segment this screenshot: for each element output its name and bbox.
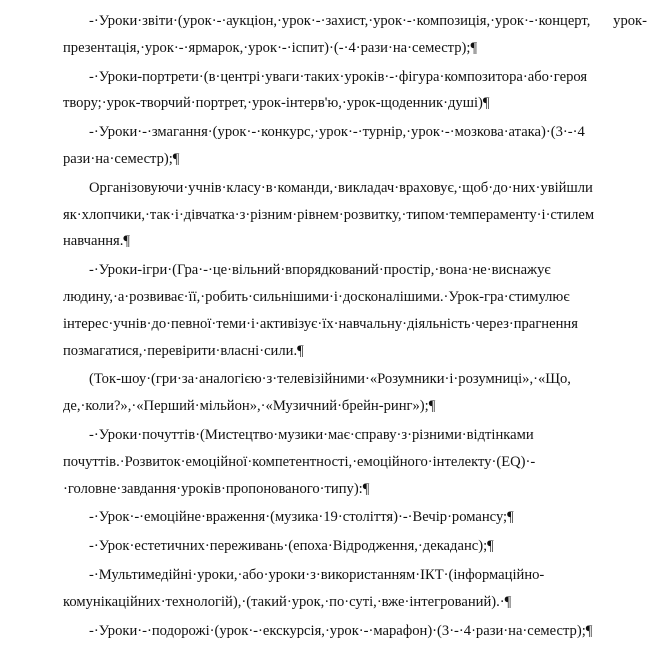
paragraph-2: -·Уроки-портрети·(в·центрі·уваги·таких·уроків·-·фігура·композитора·або·героя твору;·урок-творчий·портрет,·урок-інтерв'ю,·урок-щоденник·душі)¶ bbox=[63, 68, 588, 112]
paragraph-11: -·Уроки·-·подорожі·(урок·-·екскурсія,·урок·-·марафон)·(3·-·4·рази·на·семестр);¶ bbox=[89, 622, 593, 639]
paragraph-9: -·Урок·естетичних·переживань·(епоха·Відродження,·декаданс);¶ bbox=[89, 538, 494, 555]
paragraph-10: -·Мультимедійні·уроки,·або·уроки·з·використанням·ІКТ·(інформаційно-комунікаційних·технологій),·(такий·урок,·по·суті,·вже·інтегрований).·¶ bbox=[63, 566, 545, 610]
paragraph-7: -·Уроки·почуттів·(Мистецтво·музики·має·справу·з·різними·відтінками почуттів.·Розвиток·емоційної·компетентності,·емоційного·інтелекту·(EQ)·-·головне·завдання·уроків·пропонованого·типу):¶ bbox=[63, 426, 536, 497]
paragraph-1: -·Уроки·звіти·(урок·-·аукціон,·урок·-·захист,·урок·-·композиція,·урок·-·концерт, урок-презентація,·урок·-·ярмарок,·урок·-·іспит)·(-·4·рази·на·семестр);¶ bbox=[63, 13, 647, 56]
paragraph-8: -·Урок·-·емоційне·враження·(музика·19·століття)·-·Вечір·романсу;¶ bbox=[89, 509, 514, 526]
paragraph-4: Організовуючи·учнів·класу·в·команди,·викладач·враховує,·щоб·до·них·увійшли як·хлопчики,·так·і·дівчатка·з·різним·рівнем·розвитку,·типом·темпераменту·і·стилем навчання.¶ bbox=[63, 179, 595, 250]
paragraph-5: -·Уроки-ігри·(Гра·-·це·вільний·впорядкований·простір,·вона·не·виснажує людину,·а·розвиває·її,·робить·сильнішими·і·досконалішими.·Урок-гра·стимулює інтерес·учнів·до·певної·теми·і·активізує·їх·навчальну·діяльність·через·прагнення позмагатися,·перевірити·власні·сили.¶ bbox=[63, 262, 578, 359]
paragraph-6: (Ток-шоу·(гри·за·аналогією·з·телевізійними·«Розумники·і·розумниці»,·«Що, де,·коли?»,·«Перший·мільйон»,·«Музичний·брейн-ринг»);¶ bbox=[63, 371, 571, 415]
paragraph-3: -·Уроки·-·змагання·(урок·-·конкурс,·урок·-·турнір,·урок·-·мозкова·атака)·(3·-·4 рази·на·семестр);¶ bbox=[63, 124, 585, 167]
